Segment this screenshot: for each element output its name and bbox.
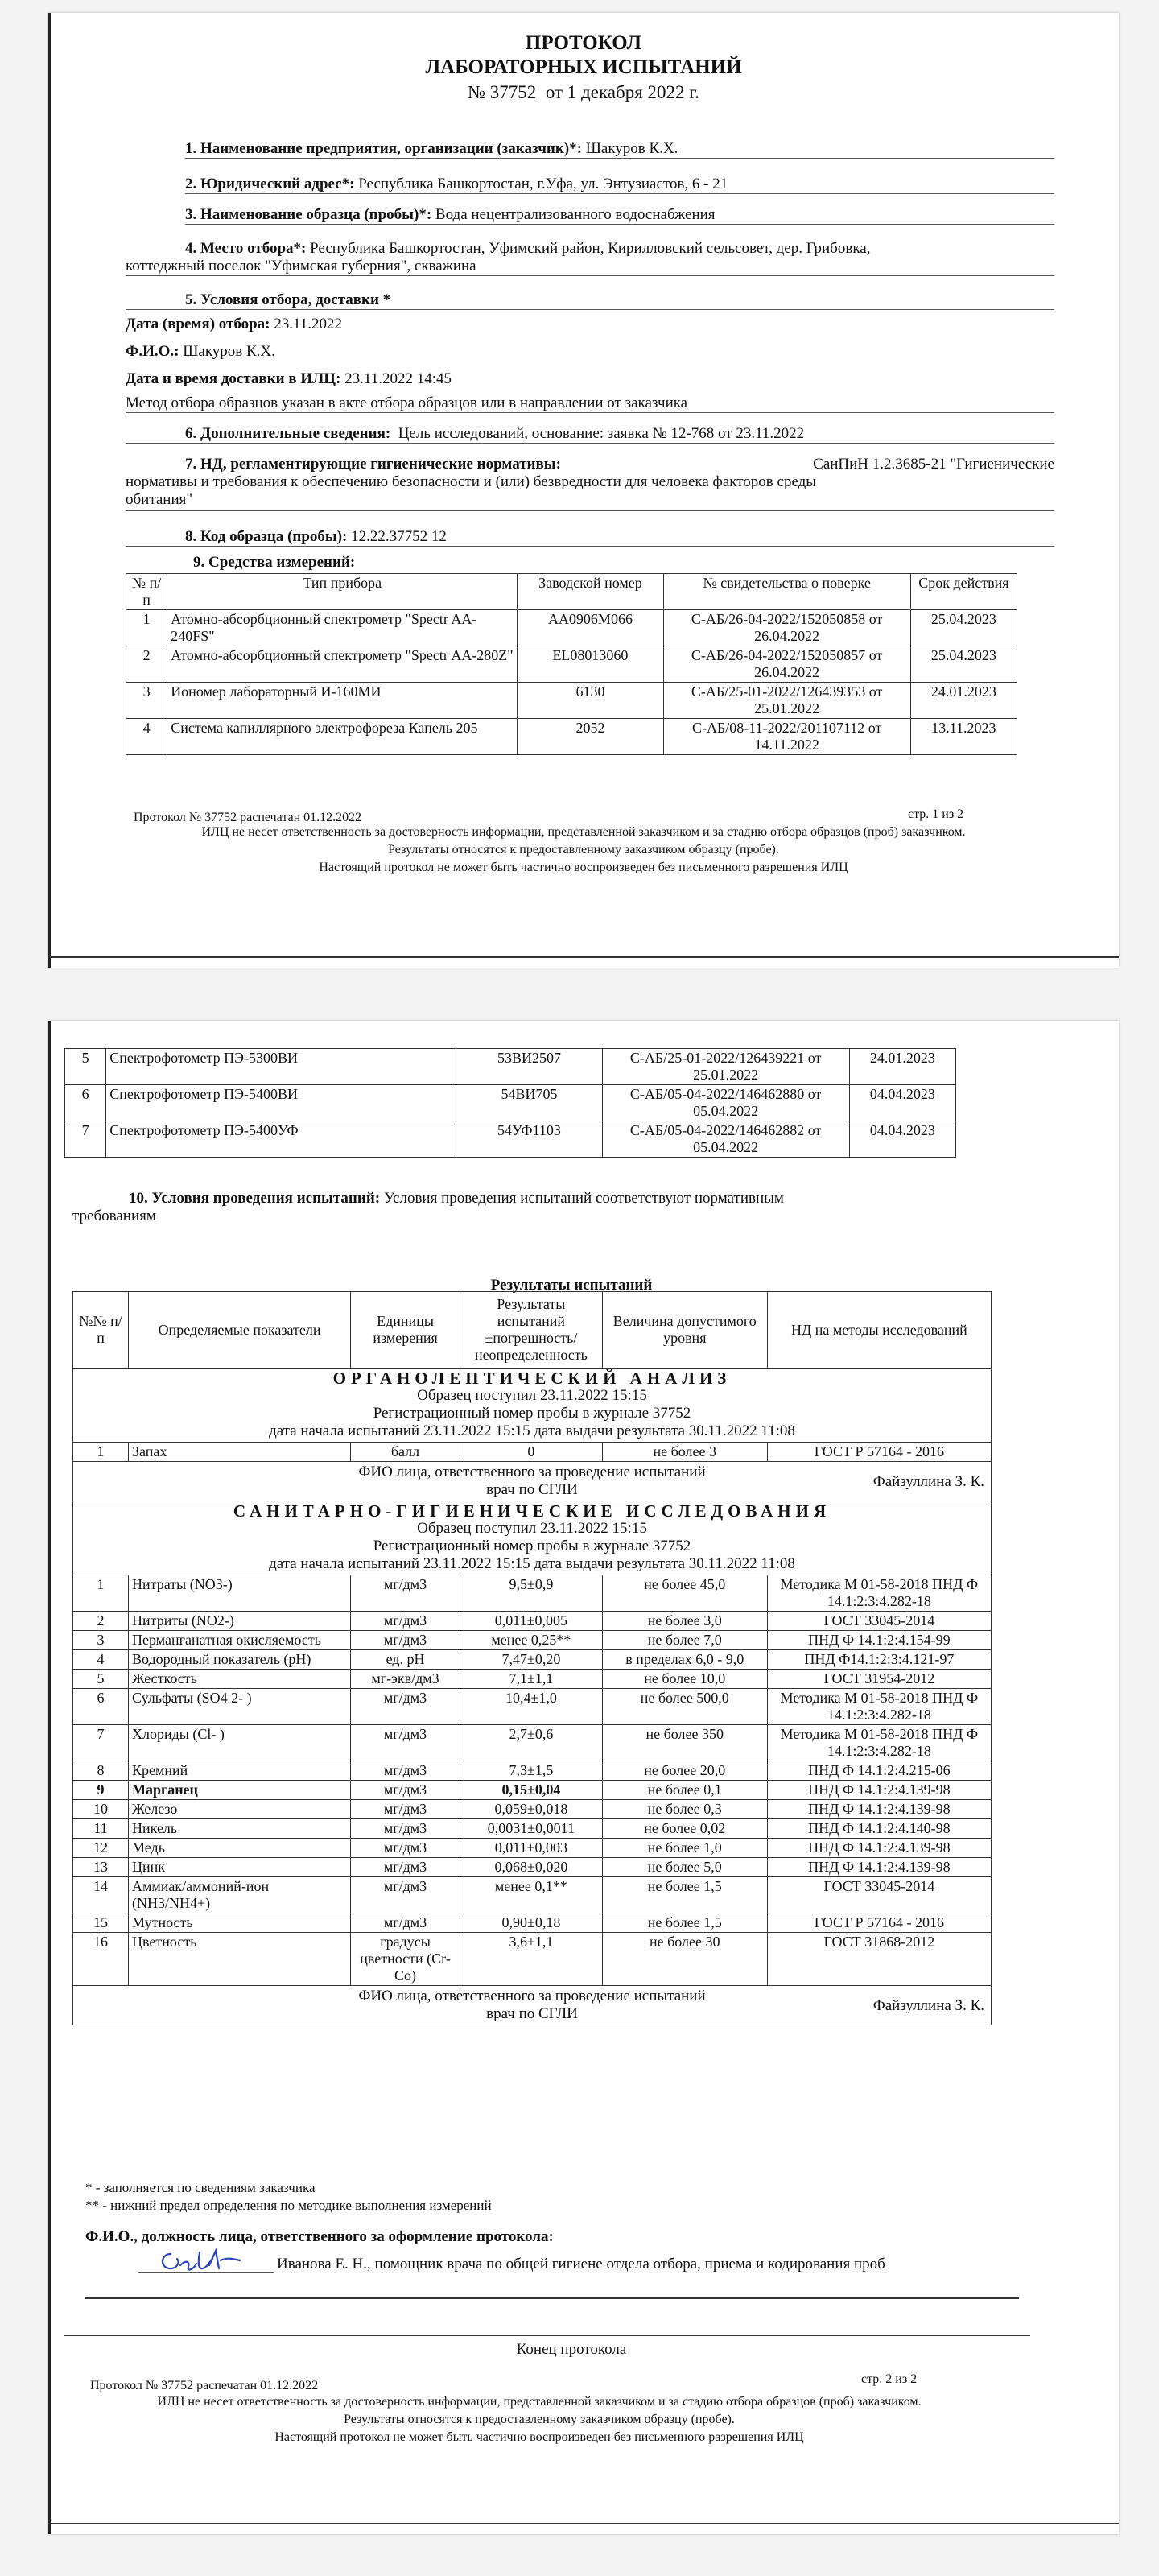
cell-number: 5 bbox=[73, 1670, 129, 1689]
cell-result: 0,068±0,020 bbox=[460, 1858, 602, 1877]
col-header-indicator: Определяемые показатели bbox=[129, 1292, 351, 1368]
cell-valid-until: 25.04.2023 bbox=[910, 610, 1017, 646]
footer-disclaimer-3: Настоящий протокол не может быть частично воспроизведен без письменного разрешения ИЛЦ bbox=[274, 2430, 804, 2444]
cell-limit: не более 3 bbox=[602, 1443, 767, 1462]
footer-disclaimer-1: ИЛЦ не несет ответственность за достоверность информации, представленной заказчиком и за стадию отбора образцов (проб) заказчиком. bbox=[157, 2395, 922, 2409]
underline bbox=[126, 275, 1054, 276]
cell-type: Иономер лабораторный И-160МИ bbox=[167, 683, 518, 719]
responsible-cell bbox=[73, 1986, 992, 2025]
cell-method: ПНД Ф 14.1:2:4.139-98 bbox=[767, 1781, 991, 1800]
cell-certificate: С-АБ/26-04-2022/152050857 от 26.04.2022 bbox=[663, 646, 910, 683]
section-title: САНИТАРНО-ГИГИЕНИЧЕСКИЕ ИССЛЕДОВАНИЯ bbox=[233, 1501, 831, 1521]
test-conditions-label: 10. Условия проведения испытаний: bbox=[129, 1190, 381, 1207]
underline bbox=[185, 224, 1054, 225]
cell-method: ПНД Ф 14.1:2:4.139-98 bbox=[767, 1800, 991, 1819]
col-header-number: №№ п/п bbox=[73, 1292, 129, 1368]
cell-limit: не более 20,0 bbox=[602, 1761, 767, 1781]
cell-valid-until: 24.01.2023 bbox=[910, 683, 1017, 719]
table-row bbox=[73, 1761, 992, 1781]
cell-number: 7 bbox=[65, 1121, 106, 1158]
field-sample-name bbox=[185, 206, 716, 224]
col-header-certificate: № свидетельства о поверке bbox=[663, 574, 910, 610]
cell-unit: мг/дм3 bbox=[351, 1725, 460, 1761]
field-sampler-name-label: Ф.И.О.: bbox=[126, 343, 179, 360]
cell-limit: не более 0,1 bbox=[602, 1781, 767, 1800]
table-row bbox=[73, 1631, 992, 1650]
page-bottom-rule bbox=[48, 2523, 1119, 2524]
field-sampler-name bbox=[126, 343, 275, 361]
cell-indicator: Хлориды (Cl- ) bbox=[129, 1725, 351, 1761]
cell-valid-until: 04.04.2023 bbox=[849, 1085, 955, 1121]
underline bbox=[126, 309, 1054, 310]
cell-indicator: Перманганатная окисляемость bbox=[129, 1631, 351, 1650]
cell-method: Методика М 01-58-2018 ПНД Ф 14.1:2:3:4.282-18 bbox=[767, 1725, 991, 1761]
field-sampling-date-value: 23.11.2022 bbox=[274, 316, 343, 332]
responsible-position: врач по СГЛИ bbox=[486, 1481, 578, 1498]
cell-method: ПНД Ф 14.1:2:4.154-99 bbox=[767, 1631, 991, 1650]
field-additional-info-label: 6. Дополнительные сведения: bbox=[185, 425, 391, 442]
cell-method: ПНД Ф 14.1:2:4.139-98 bbox=[767, 1858, 991, 1877]
test-conditions-value-1: Условия проведения испытаний соответствуют нормативным bbox=[383, 1190, 784, 1207]
cell-limit: не более 500,0 bbox=[602, 1689, 767, 1725]
footer-disclaimer-1: ИЛЦ не несет ответственность за достоверность информации, представленной заказчиком и за стадию отбора образцов (проб) заказчиком. bbox=[201, 825, 966, 839]
cell-method: ПНД Ф 14.1:2:4.139-98 bbox=[767, 1839, 991, 1858]
section-header-cell bbox=[73, 1368, 992, 1443]
field-legal-address-label: 2. Юридический адрес*: bbox=[185, 175, 355, 192]
cell-type: Спектрофотометр ПЭ-5400ВИ bbox=[106, 1085, 456, 1121]
cell-unit: мг/дм3 bbox=[351, 1612, 460, 1631]
signature-image bbox=[153, 2243, 274, 2280]
protocol-number-value: № 37752 bbox=[468, 82, 537, 102]
table-row bbox=[73, 1612, 992, 1631]
responsible-line bbox=[76, 1997, 988, 2023]
cell-result: менее 0,1** bbox=[460, 1877, 602, 1913]
responsible-cell bbox=[73, 1462, 992, 1501]
cell-indicator: Аммиак/аммоний-ион (NH3/NH4+) bbox=[129, 1877, 351, 1913]
cell-number: 7 bbox=[73, 1725, 129, 1761]
cell-limit: в пределах 6,0 - 9,0 bbox=[602, 1650, 767, 1670]
field-customer-label: 1. Наименование предприятия, организации (заказчик)*: bbox=[185, 140, 582, 157]
cell-unit: мг/дм3 bbox=[351, 1819, 460, 1839]
field-additional-info-value: Цель исследований, основание: заявка № 12-768 от 23.11.2022 bbox=[398, 425, 805, 442]
cell-serial: 54ВИ705 bbox=[456, 1085, 602, 1121]
field-sampling-place-label: 4. Место отбора*: bbox=[185, 240, 307, 257]
cell-result: менее 0,25** bbox=[460, 1631, 602, 1650]
col-header-valid-until: Срок действия bbox=[910, 574, 1017, 610]
field-delivery-date-value: 23.11.2022 14:45 bbox=[344, 370, 452, 387]
cell-indicator: Жесткость bbox=[129, 1670, 351, 1689]
section-header-cell bbox=[73, 1501, 992, 1575]
section-title: ОРГАНОЛЕПТИЧЕСКИЙ АНАЛИЗ bbox=[332, 1368, 732, 1388]
cell-certificate: С-АБ/26-04-2022/152050858 от 26.04.2022 bbox=[663, 610, 910, 646]
cell-unit: мг/дм3 bbox=[351, 1631, 460, 1650]
responsible-line bbox=[76, 1473, 988, 1499]
table-row bbox=[65, 1049, 956, 1085]
field-sampling-date bbox=[126, 316, 342, 333]
cell-limit: не более 5,0 bbox=[602, 1858, 767, 1877]
protocol-date: от 1 декабря 2022 г. bbox=[545, 82, 699, 102]
field-legal-address-value: Республика Башкортостан, г.Уфа, ул. Энтузиастов, 6 - 21 bbox=[358, 175, 728, 192]
field-sample-name-label: 3. Наименование образца (пробы)*: bbox=[185, 206, 432, 223]
cell-indicator: Кремний bbox=[129, 1761, 351, 1781]
protocol-number bbox=[48, 82, 1119, 103]
cell-number: 3 bbox=[126, 683, 167, 719]
cell-limit: не более 3,0 bbox=[602, 1612, 767, 1631]
cell-method: ГОСТ 31954-2012 bbox=[767, 1670, 991, 1689]
cell-number: 10 bbox=[73, 1800, 129, 1819]
cell-unit: ед. pH bbox=[351, 1650, 460, 1670]
cell-unit: балл bbox=[351, 1443, 460, 1462]
field-sampling-conditions: 5. Условия отбора, доставки * bbox=[185, 291, 391, 308]
field-normative-docs-value-2: нормативы и требования к обеспечению безопасности и (или) безвредности для человека факторов среды bbox=[126, 473, 817, 490]
footer-printed: Протокол № 37752 распечатан 01.12.2022 bbox=[134, 811, 362, 824]
cell-limit: не более 45,0 bbox=[602, 1575, 767, 1612]
cell-result: 3,6±1,1 bbox=[460, 1933, 602, 1986]
section-dates: дата начала испытаний 23.11.2022 15:15 дата выдачи результата 30.11.2022 11:08 bbox=[269, 1422, 795, 1439]
footer-disclaimer-2: Результаты относятся к предоставленному заказчиком образцу (пробе). bbox=[344, 2413, 735, 2426]
protocol-page-1 bbox=[48, 13, 1119, 968]
field-sample-code-value: 12.22.37752 12 bbox=[351, 528, 447, 545]
cell-serial: EL08013060 bbox=[518, 646, 663, 683]
field-additional-info bbox=[185, 425, 804, 443]
cell-method: ГОСТ Р 57164 - 2016 bbox=[767, 1443, 991, 1462]
field-delivery-date-label: Дата и время доставки в ИЛЦ: bbox=[126, 370, 341, 387]
cell-unit: мг/дм3 bbox=[351, 1839, 460, 1858]
col-header-number: № п/п bbox=[126, 574, 167, 610]
table-row bbox=[73, 1781, 992, 1800]
table-row bbox=[73, 1913, 992, 1933]
cell-limit: не более 350 bbox=[602, 1725, 767, 1761]
cell-unit: мг/дм3 bbox=[351, 1575, 460, 1612]
cell-result: 2,7±0,6 bbox=[460, 1725, 602, 1761]
section-received: Образец поступил 23.11.2022 15:15 bbox=[417, 1520, 647, 1537]
cell-unit: мг-экв/дм3 bbox=[351, 1670, 460, 1689]
field-sampling-place-value-1: Республика Башкортостан, Уфимский район, Кирилловский сельсовет, дер. Грибовка, bbox=[310, 240, 871, 257]
cell-serial: 54УФ1103 bbox=[456, 1121, 602, 1158]
signature-line bbox=[138, 2272, 274, 2273]
underline bbox=[126, 546, 1054, 547]
note-detection-limit: ** - нижний предел определения по методике выполнения измерений bbox=[85, 2198, 492, 2213]
cell-limit: не более 0,02 bbox=[602, 1819, 767, 1839]
cell-limit: не более 1,5 bbox=[602, 1913, 767, 1933]
cell-number: 12 bbox=[73, 1839, 129, 1858]
field-sampling-method: Метод отбора образцов указан в акте отбора образцов или в направлении от заказчика bbox=[126, 394, 688, 411]
cell-method: ГОСТ 33045-2014 bbox=[767, 1877, 991, 1913]
cell-indicator: Нитриты (NO2-) bbox=[129, 1612, 351, 1631]
cell-number: 16 bbox=[73, 1933, 129, 1986]
cell-type: Система капиллярного электрофореза Капель 205 bbox=[167, 719, 518, 755]
field-sampler-name-value: Шакуров К.Х. bbox=[183, 343, 275, 360]
responsible-name: Файзуллина З. К. bbox=[872, 1997, 984, 2014]
field-sample-code-label: 8. Код образца (пробы): bbox=[185, 528, 348, 545]
col-header-result: Результаты испытаний ±погрешность/ неопределенность bbox=[460, 1292, 602, 1368]
field-normative-docs-value-1: СанПиН 1.2.3685-21 "Гигиенические bbox=[813, 456, 1054, 473]
section-registration: Регистрационный номер пробы в журнале 37752 bbox=[373, 1538, 691, 1554]
cell-number: 4 bbox=[73, 1650, 129, 1670]
cell-indicator: Железо bbox=[129, 1800, 351, 1819]
cell-number: 6 bbox=[73, 1689, 129, 1725]
results-header-row bbox=[73, 1292, 992, 1368]
cell-method: ПНД Ф 14.1:2:4.140-98 bbox=[767, 1819, 991, 1839]
cell-serial: AA0906M066 bbox=[518, 610, 663, 646]
divider bbox=[64, 2334, 1030, 2336]
cell-number: 8 bbox=[73, 1761, 129, 1781]
cell-method: ГОСТ Р 57164 - 2016 bbox=[767, 1913, 991, 1933]
cell-unit: мг/дм3 bbox=[351, 1761, 460, 1781]
cell-method: ПНД Ф14.1:2:3:4.121-97 bbox=[767, 1650, 991, 1670]
cell-method: ГОСТ 33045-2014 bbox=[767, 1612, 991, 1631]
cell-number: 15 bbox=[73, 1913, 129, 1933]
footer-disclaimer-3: Настоящий протокол не может быть частично воспроизведен без письменного разрешения ИЛЦ bbox=[319, 861, 848, 874]
cell-number: 1 bbox=[126, 610, 167, 646]
table-row bbox=[73, 1800, 992, 1819]
field-sampling-date-label: Дата (время) отбора: bbox=[126, 316, 270, 332]
field-sample-code bbox=[185, 528, 447, 546]
cell-type: Атомно-абсорбционный спектрометр "Spectr AA-280Z" bbox=[167, 646, 518, 683]
underline bbox=[185, 193, 1054, 194]
cell-number: 2 bbox=[126, 646, 167, 683]
col-header-method: НД на методы исследований bbox=[767, 1292, 991, 1368]
instruments-table bbox=[126, 573, 1017, 755]
cell-number: 9 bbox=[73, 1781, 129, 1800]
signoff-person: Иванова Е. Н., помощник врача по общей гигиене отдела отбора, приема и кодирования проб bbox=[277, 2256, 885, 2273]
underline bbox=[126, 443, 1054, 444]
table-row bbox=[126, 683, 1017, 719]
table-row bbox=[73, 1839, 992, 1858]
cell-certificate: С-АБ/05-04-2022/146462880 от 05.04.2022 bbox=[602, 1085, 849, 1121]
table-row bbox=[73, 1933, 992, 1986]
cell-result: 0,0031±0,0011 bbox=[460, 1819, 602, 1839]
cell-unit: мг/дм3 bbox=[351, 1877, 460, 1913]
field-sample-name-value: Вода нецентрализованного водоснабжения bbox=[435, 206, 716, 223]
table-row bbox=[126, 610, 1017, 646]
cell-indicator: Нитраты (NO3-) bbox=[129, 1575, 351, 1612]
field-normative-docs bbox=[185, 456, 1054, 473]
table-row bbox=[73, 1725, 992, 1761]
test-conditions-value-2: требованиям bbox=[72, 1208, 156, 1224]
title-line-1: ПРОТОКОЛ bbox=[525, 32, 642, 54]
cell-result: 9,5±0,9 bbox=[460, 1575, 602, 1612]
col-header-type: Тип прибора bbox=[167, 574, 518, 610]
instruments-table-continued bbox=[64, 1048, 956, 1158]
responsible-row-organoleptic bbox=[73, 1462, 992, 1501]
table-row bbox=[126, 646, 1017, 683]
responsible-label: ФИО лица, ответственного за проведение испытаний bbox=[358, 1463, 706, 1480]
section-received: Образец поступил 23.11.2022 15:15 bbox=[417, 1387, 647, 1404]
cell-number: 4 bbox=[126, 719, 167, 755]
cell-serial: 53ВИ2507 bbox=[456, 1049, 602, 1085]
cell-valid-until: 24.01.2023 bbox=[849, 1049, 955, 1085]
note-customer-data: * - заполняется по сведениям заказчика bbox=[85, 2180, 316, 2195]
cell-method: ПНД Ф 14.1:2:4.215-06 bbox=[767, 1761, 991, 1781]
section-header-organoleptic bbox=[73, 1368, 992, 1443]
cell-result: 0,011±0,003 bbox=[460, 1839, 602, 1858]
underline bbox=[126, 412, 1054, 413]
cell-valid-until: 04.04.2023 bbox=[849, 1121, 955, 1158]
cell-unit: мг/дм3 bbox=[351, 1689, 460, 1725]
responsible-row-sanitary bbox=[73, 1986, 992, 2025]
cell-unit: мг/дм3 bbox=[351, 1858, 460, 1877]
cell-limit: не более 1,0 bbox=[602, 1839, 767, 1858]
title-line-2: ЛАБОРАТОРНЫХ ИСПЫТАНИЙ bbox=[425, 56, 742, 78]
table-row bbox=[73, 1819, 992, 1839]
cell-result: 0,059±0,018 bbox=[460, 1800, 602, 1819]
cell-result: 7,3±1,5 bbox=[460, 1761, 602, 1781]
cell-unit: мг/дм3 bbox=[351, 1913, 460, 1933]
field-measuring-instruments: 9. Средства измерений: bbox=[193, 554, 356, 571]
cell-number: 14 bbox=[73, 1877, 129, 1913]
cell-indicator: Медь bbox=[129, 1839, 351, 1858]
protocol-page-2 bbox=[48, 1021, 1119, 2534]
cell-number: 1 bbox=[73, 1575, 129, 1612]
cell-result: 7,1±1,1 bbox=[460, 1670, 602, 1689]
section-header-sanitary bbox=[73, 1501, 992, 1575]
cell-number: 6 bbox=[65, 1085, 106, 1121]
cell-serial: 6130 bbox=[518, 683, 663, 719]
cell-number: 13 bbox=[73, 1858, 129, 1877]
cell-valid-until: 13.11.2023 bbox=[910, 719, 1017, 755]
table-row bbox=[73, 1689, 992, 1725]
table-row bbox=[73, 1858, 992, 1877]
cell-method: ГОСТ 31868-2012 bbox=[767, 1933, 991, 1986]
table-row bbox=[126, 719, 1017, 755]
cell-number: 1 bbox=[73, 1443, 129, 1462]
results-title: Результаты испытаний bbox=[490, 1277, 653, 1294]
table-row bbox=[65, 1121, 956, 1158]
underline bbox=[185, 158, 1054, 159]
cell-unit: мг/дм3 bbox=[351, 1800, 460, 1819]
instruments-header-row bbox=[126, 574, 1017, 610]
section-dates: дата начала испытаний 23.11.2022 15:15 дата выдачи результата 30.11.2022 11:08 bbox=[269, 1555, 795, 1572]
col-header-serial: Заводской номер bbox=[518, 574, 663, 610]
table-row bbox=[73, 1575, 992, 1612]
cell-number: 5 bbox=[65, 1049, 106, 1085]
signoff-label: Ф.И.О., должность лица, ответственного за оформление протокола: bbox=[85, 2228, 554, 2245]
cell-limit: не более 30 bbox=[602, 1933, 767, 1986]
cell-result: 0,011±0,005 bbox=[460, 1612, 602, 1631]
cell-indicator: Запах bbox=[129, 1443, 351, 1462]
cell-result: 0,90±0,18 bbox=[460, 1913, 602, 1933]
field-normative-docs-value-3: обитания" bbox=[126, 491, 193, 508]
responsible-position: врач по СГЛИ bbox=[486, 2005, 578, 2022]
field-customer-value: Шакуров К.Х. bbox=[585, 140, 678, 157]
underline bbox=[126, 510, 1054, 511]
table-row bbox=[73, 1877, 992, 1913]
footer-page-number: стр. 1 из 2 bbox=[908, 807, 964, 821]
signature-stroke bbox=[163, 2251, 240, 2269]
cell-limit: не более 10,0 bbox=[602, 1670, 767, 1689]
cell-unit: градусы цветности (Cr-Co) bbox=[351, 1933, 460, 1986]
responsible-label: ФИО лица, ответственного за проведение испытаний bbox=[358, 1988, 706, 2004]
cell-result: 0,15±0,04 bbox=[460, 1781, 602, 1800]
footer-printed: Протокол № 37752 распечатан 01.12.2022 bbox=[90, 2379, 319, 2392]
col-header-limit: Величина допустимого уровня bbox=[602, 1292, 767, 1368]
end-of-protocol: Конец протокола bbox=[516, 2341, 627, 2358]
cell-indicator: Мутность bbox=[129, 1913, 351, 1933]
cell-certificate: С-АБ/25-01-2022/126439353 от 25.01.2022 bbox=[663, 683, 910, 719]
cell-indicator: Сульфаты (SO4 2- ) bbox=[129, 1689, 351, 1725]
cell-indicator: Цинк bbox=[129, 1858, 351, 1877]
cell-result: 10,4±1,0 bbox=[460, 1689, 602, 1725]
cell-type: Спектрофотометр ПЭ-5300ВИ bbox=[106, 1049, 456, 1085]
results-table bbox=[72, 1291, 992, 2025]
cell-limit: не более 0,3 bbox=[602, 1800, 767, 1819]
footer-page-number: стр. 2 из 2 bbox=[861, 2372, 918, 2386]
field-legal-address bbox=[185, 175, 728, 193]
cell-method: Методика М 01-58-2018 ПНД Ф 14.1:2:3:4.282-18 bbox=[767, 1689, 991, 1725]
cell-number: 3 bbox=[73, 1631, 129, 1650]
cell-limit: не более 1,5 bbox=[602, 1877, 767, 1913]
cell-result: 0 bbox=[460, 1443, 602, 1462]
cell-number: 11 bbox=[73, 1819, 129, 1839]
cell-indicator: Никель bbox=[129, 1819, 351, 1839]
cell-serial: 2052 bbox=[518, 719, 663, 755]
scan-edge bbox=[48, 13, 51, 968]
divider bbox=[85, 2297, 1019, 2299]
field-normative-docs-label: 7. НД, регламентирующие гигиенические нормативы: bbox=[185, 456, 561, 473]
cell-type: Атомно-абсорбционный спектрометр "Spectr AA-240FS" bbox=[167, 610, 518, 646]
page-bottom-rule bbox=[48, 956, 1119, 958]
cell-certificate: С-АБ/25-01-2022/126439221 от 25.01.2022 bbox=[602, 1049, 849, 1085]
field-delivery-date bbox=[126, 370, 452, 388]
cell-indicator: Водородный показатель (pH) bbox=[129, 1650, 351, 1670]
cell-method: Методика М 01-58-2018 ПНД Ф 14.1:2:3:4.282-18 bbox=[767, 1575, 991, 1612]
cell-indicator: Цветность bbox=[129, 1933, 351, 1986]
table-row bbox=[73, 1443, 992, 1462]
cell-result: 7,47±0,20 bbox=[460, 1650, 602, 1670]
cell-type: Спектрофотометр ПЭ-5400УФ bbox=[106, 1121, 456, 1158]
responsible-name: Файзуллина З. К. bbox=[872, 1473, 984, 1490]
field-sampling-place bbox=[185, 240, 870, 258]
test-conditions bbox=[129, 1190, 784, 1208]
field-sampling-place-value-2: коттеджный поселок "Уфимская губерния", скважина bbox=[126, 258, 476, 275]
cell-limit: не более 7,0 bbox=[602, 1631, 767, 1650]
footer-disclaimer-2: Результаты относятся к предоставленному заказчиком образцу (пробе). bbox=[388, 843, 779, 857]
col-header-unit: Единицы измерения bbox=[351, 1292, 460, 1368]
cell-number: 2 bbox=[73, 1612, 129, 1631]
table-row bbox=[65, 1085, 956, 1121]
field-customer bbox=[185, 140, 678, 158]
section-registration: Регистрационный номер пробы в журнале 37752 bbox=[373, 1405, 691, 1422]
cell-indicator: Марганец bbox=[129, 1781, 351, 1800]
table-row bbox=[73, 1650, 992, 1670]
cell-unit: мг/дм3 bbox=[351, 1781, 460, 1800]
scan-edge bbox=[48, 1021, 51, 2534]
cell-certificate: С-АБ/05-04-2022/146462882 от 05.04.2022 bbox=[602, 1121, 849, 1158]
cell-valid-until: 25.04.2023 bbox=[910, 646, 1017, 683]
cell-certificate: С-АБ/08-11-2022/201107112 от 14.11.2022 bbox=[663, 719, 910, 755]
table-row bbox=[73, 1670, 992, 1689]
